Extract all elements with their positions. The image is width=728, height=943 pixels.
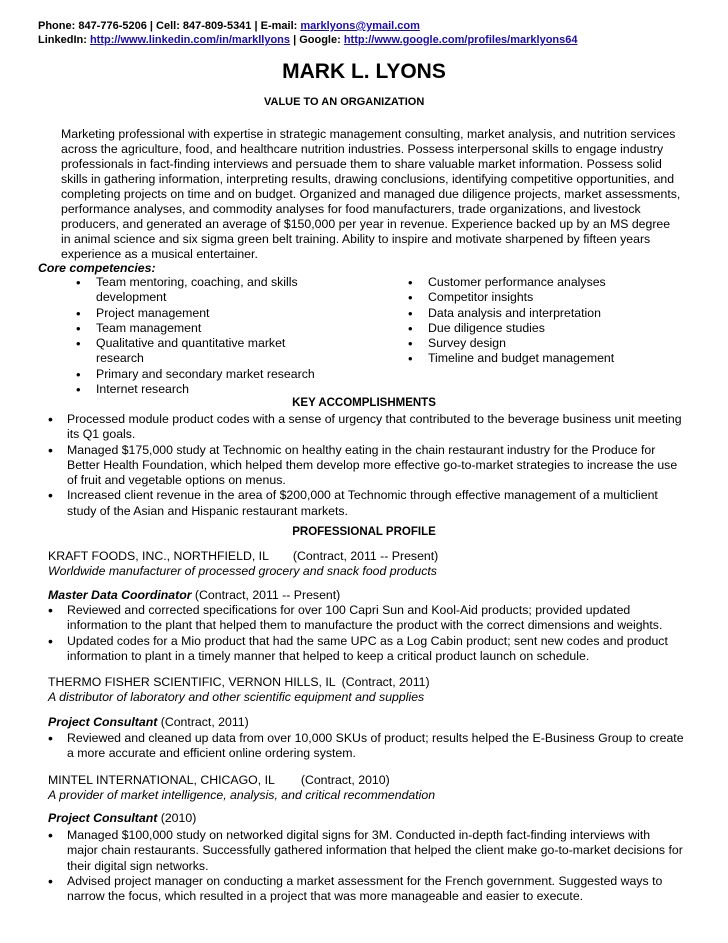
competency-item: • Internet research [74, 382, 334, 397]
contact-line-2 [38, 33, 578, 47]
linkedin-link[interactable]: http://www.linkedin.com/in/markllyons [89, 34, 291, 46]
accomplishments-list [44, 412, 684, 519]
competency-item: • Team mentoring, coaching, and skills development [74, 275, 334, 306]
job-bullet: • Reviewed and corrected specifications for over 100 Capri Sun and Kool-Aid products; provided updated information to the plant that helped them to manufacture the product with the correct dimensions and weights. [44, 603, 684, 634]
accomplishment-item: • Processed module product codes with a sense of urgency that contributed to the beverage business unit meeting its Q1 goals. [44, 412, 684, 443]
job-bullet: • Advised project manager on conducting a market assessment for the French government. Suggested ways to narrow the focus, which resulted in a project that was more manageable and easier to execute. [44, 874, 684, 905]
phone-info: Phone: 847-776-5206 | Cell: 847-809-5341 | E-mail: [38, 20, 301, 32]
role-term: (Contract, 2011 -- Present) [191, 588, 341, 602]
competency-item: • Survey design [406, 336, 646, 351]
google-label: | Google: [290, 34, 344, 46]
linkedin-label: LinkedIn: [38, 34, 90, 46]
role-title: Master Data Coordinator [48, 588, 192, 602]
thermo-company-block [48, 675, 430, 705]
job-bullet: • Reviewed and cleaned up data from over 10,000 SKUs of product; results helped the E-Business Group to create a more accurate and efficient online ordering system. [44, 731, 684, 762]
company-term: (Contract, 2011 -- Present) [292, 549, 439, 563]
competency-item: • Qualitative and quantitative market research [74, 336, 334, 367]
competency-item: • Customer performance analyses [406, 275, 646, 290]
kraft-company-block [48, 549, 438, 579]
mintel-bullets [44, 828, 684, 904]
summary-paragraph: Marketing professional with expertise in strategic management consulting, market analysis, and nutrition services across the agriculture, food, and healthcare nutrition industries. Possess interpersonal skills to engage industry professionals in fact-finding interviews and persuade them to share valuable market information. Possess solid skills in gathering information, interpreting results, drawing conclusions, identifying competitive opportunities, and completing projects on time and on budget. Organized and managed due diligence projects, market assessments, performance analyses, and commodity analyses for food manufacturers, trade organizations, and livestock producers, and generated an average of $150,000 per year in revenue. Experience backed up by an MS degree in animal science and six sigma green belt training. Ability to inspire and motivate sharpened by fifteen years experience as a musical entertainer. [61, 127, 681, 261]
company-name: MINTEL INTERNATIONAL, CHICAGO, IL [48, 773, 275, 787]
email-link[interactable]: marklyons@ymail.com [300, 20, 420, 32]
competency-item: • Data analysis and interpretation [406, 306, 646, 321]
accomplishment-item: • Managed $175,000 study at Technomic on healthy eating in the chain restaurant industry for the Produce for Better Health Foundation, which helped them develop more effective go-to-market strategies to increase the use of fruit and vegetable options on menus. [44, 443, 684, 489]
company-name: KRAFT FOODS, INC., NORTHFIELD, IL [48, 549, 269, 563]
company-description: A provider of market intelligence, analysis, and critical recommendation [48, 788, 436, 802]
accomplishment-item: • Increased client revenue in the area of $200,000 at Technomic through effective management of a multiclient study of the Asian and Hispanic restaurant markets. [44, 488, 684, 519]
kraft-role [48, 588, 340, 602]
role-title: Project Consultant [48, 715, 158, 729]
candidate-name-text: MARK L. LYONS [282, 60, 446, 83]
company-term: (Contract, 2010) [300, 773, 390, 787]
role-term: (Contract, 2011) [157, 715, 249, 729]
thermo-company-line [48, 675, 430, 690]
summary-heading: VALUE TO AN ORGANIZATION [264, 96, 425, 108]
mintel-role [48, 811, 196, 825]
kraft-company-line [48, 549, 438, 564]
competency-item: • Project management [74, 306, 334, 321]
competency-item: • Team management [74, 321, 334, 336]
job-bullet: • Updated codes for a Mio product that had the same UPC as a Log Cabin product; sent new codes and product information to plant in a timely manner that helped to keep a critical product launch on schedule. [44, 634, 684, 665]
competencies-left-list [74, 275, 334, 397]
mintel-company-block [48, 773, 435, 803]
company-name: THERMO FISHER SCIENTIFIC, VERNON HILLS, IL [48, 675, 336, 689]
key-accomplishments-heading: KEY ACCOMPLISHMENTS [292, 397, 436, 409]
thermo-role [48, 715, 249, 729]
role-title: Project Consultant [48, 811, 158, 825]
contact-line-1 [38, 19, 578, 33]
mintel-company-line [48, 773, 435, 788]
competencies-right-list [406, 275, 646, 367]
competency-item: • Competitor insights [406, 290, 646, 305]
role-term: (2010) [157, 811, 197, 825]
candidate-name [0, 60, 728, 84]
company-description: Worldwide manufacturer of processed grocery and snack food products [48, 564, 437, 578]
competency-item: • Primary and secondary market research [74, 367, 334, 382]
professional-profile-heading: PROFESSIONAL PROFILE [292, 526, 436, 538]
contact-block [38, 19, 578, 47]
kraft-bullets [44, 603, 684, 664]
competency-item: • Timeline and budget management [406, 351, 646, 366]
job-bullet: • Managed $100,000 study on networked digital signs for 3M. Conducted in-depth fact-finding interviews with major chain restaurants. Successfully gathered information that helped the client make go-to-market decisions for their digital sign networks. [44, 828, 684, 874]
google-link[interactable]: http://www.google.com/profiles/marklyons64 [343, 34, 578, 46]
competency-item: • Due diligence studies [406, 321, 646, 336]
thermo-bullets [44, 731, 684, 762]
company-description: A distributor of laboratory and other scientific equipment and supplies [48, 690, 425, 704]
company-term: (Contract, 2011) [341, 675, 430, 689]
core-competencies-label: Core competencies: [38, 261, 156, 275]
